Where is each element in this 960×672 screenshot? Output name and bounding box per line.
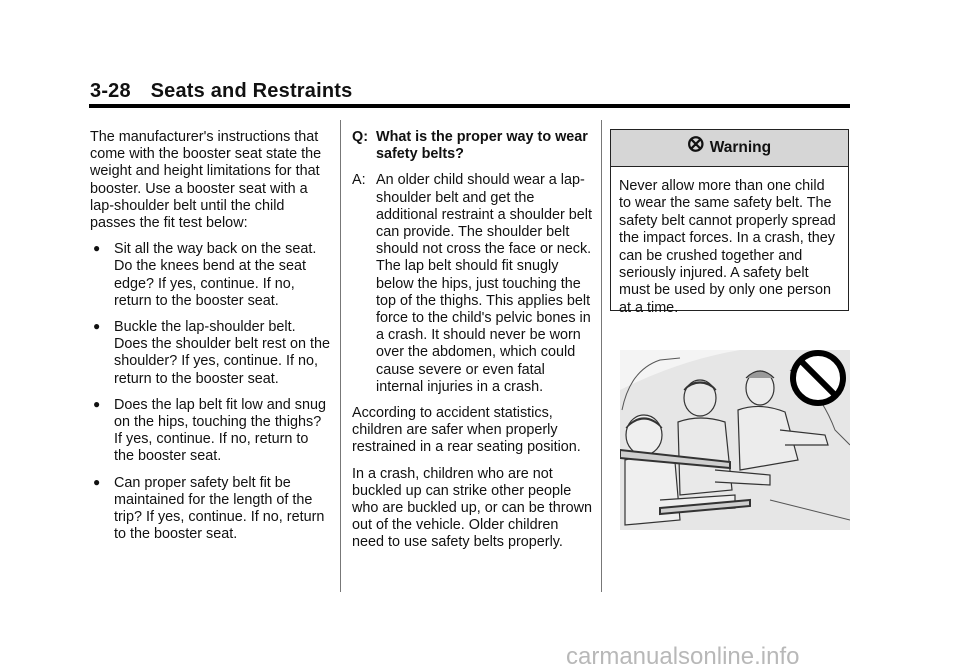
crash-paragraph: In a crash, children who are not buckled up can strike other people who are buckled up, or can be thrown out of the vehicle. Older children need to use safety belts properly. — [352, 465, 592, 551]
bullet-text: Buckle the lap-shoulder belt. Does the shoulder belt rest on the shoulder? If yes, continue. If no, return to the booster seat. — [114, 319, 330, 387]
illustration-children-sharing-belt — [620, 350, 850, 530]
list-item — [90, 319, 332, 388]
bullet-text: Does the lap belt fit low and snug on the hips, touching the thighs? If yes, continue. If no, return to the booster seat. — [114, 396, 326, 465]
bullet-text: Can proper safety belt fit be maintained for the length of the trip? If yes, continue. If no, return to the booster seat. — [114, 474, 325, 543]
question-block — [352, 129, 594, 163]
bullet-text: Sit all the way back on the seat. Do the knees bend at the seat edge? If yes, continue. If no, return to the booster seat. — [114, 241, 317, 309]
column-divider — [601, 120, 602, 592]
middle-column — [352, 129, 594, 561]
list-item — [90, 475, 332, 544]
warning-symbol-icon: ⭙ — [687, 133, 704, 156]
warning-text: Never allow more than one child to wear the same safety belt. The safety belt cannot properly spread the impact forces. In a crash, they can be crushed together and seriously injured. A safety belt must be used by only one person at a time. — [619, 178, 836, 316]
column-divider — [340, 120, 341, 592]
answer-text: An older child should wear a lap-shoulder belt and get the additional restraint a shoulder belt can provide. The shoulder belt should not cross the face or neck. The lap belt should fit snugly below the hips, just touching the top of the thighs. This applies belt force to the child's pelvic bones in a crash. It should never be worn over the abdomen, which could cause severe or even fatal internal injuries in a crash. — [376, 172, 592, 395]
bullet-icon: ● — [93, 474, 101, 489]
question-label: Q: — [352, 129, 368, 145]
header-rule — [89, 104, 850, 108]
warning-box — [610, 129, 849, 316]
prohibited-icon — [793, 353, 843, 403]
bullet-icon: ● — [93, 396, 101, 411]
left-column — [90, 129, 332, 552]
answer-label: A: — [352, 172, 366, 189]
page-header — [90, 80, 352, 103]
question-text: What is the proper way to wear safety belts? — [376, 129, 588, 163]
warning-header — [611, 130, 848, 167]
page-number: 3-28 — [90, 80, 131, 102]
answer-block — [352, 172, 594, 396]
bullet-icon: ● — [93, 319, 101, 334]
intro-paragraph: The manufacturer's instructions that come with the booster seat state the weight and height limitations for that booster. Use a booster seat with a lap-shoulder belt until the child passes the fit test below: — [90, 129, 322, 232]
warning-title: Warning — [709, 139, 772, 156]
list-item — [90, 397, 332, 466]
watermark: carmanualsonline.info — [566, 643, 800, 670]
bullet-icon: ● — [93, 241, 101, 256]
list-item — [90, 241, 332, 310]
statistics-paragraph: According to accident statistics, children are safer when properly restrained in a rear seating position. — [352, 405, 581, 456]
section-title: Seats and Restraints — [150, 80, 353, 102]
